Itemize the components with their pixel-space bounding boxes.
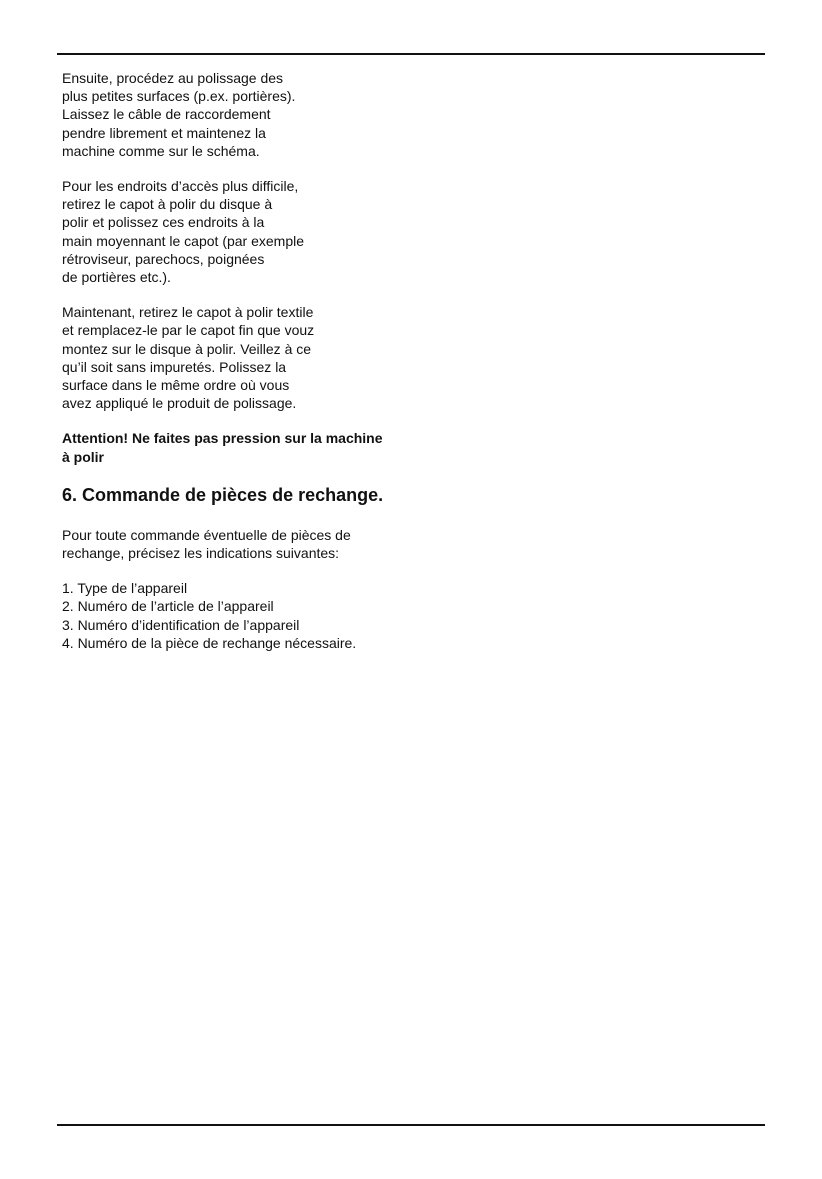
list-item: 4. Numéro de la pièce de rechange nécessaire. (62, 634, 357, 651)
paragraph-replace-cap (62, 303, 442, 412)
text-line: Ensuite, procédez au polissage des (62, 70, 284, 86)
text-line: Pour les endroits d’accès plus difficile, (62, 178, 299, 195)
text-line: à polir (62, 448, 105, 465)
text-line: Maintenant, retirez le capot à polir textile (62, 304, 314, 321)
text-line: rechange, précisez les indications suivantes: (62, 545, 340, 562)
text-line: Pour toute commande éventuelle de pièces de (62, 526, 351, 543)
text-line: avez appliqué le produit de polissage. (62, 395, 297, 412)
required-info-list (62, 579, 442, 652)
paragraph-polishing-small-surfaces (62, 69, 442, 160)
text-line: montez sur le disque à polir. Veillez à ce (62, 340, 312, 357)
text-line: pendre librement et maintenez la (62, 124, 266, 141)
page-content (62, 69, 442, 652)
text-line: plus petites surfaces (p.ex. portières). (62, 88, 296, 105)
text-line: Attention! Ne faites pas pression sur la machine (62, 430, 383, 447)
list-item: 1. Type de l’appareil (62, 580, 188, 597)
text-line: main moyennant le capot (par exemple (62, 232, 305, 249)
attention-warning (62, 429, 442, 465)
bottom-rule (57, 1124, 765, 1126)
list-item: 2. Numéro de l’article de l’appareil (62, 598, 274, 615)
section-intro (62, 526, 442, 562)
text-line: retirez le capot à polir du disque à (62, 196, 273, 213)
top-rule (57, 53, 765, 55)
text-line: polir et polissez ces endroits à la (62, 214, 265, 231)
section-heading: 6. Commande de pièces de rechange. (62, 484, 384, 505)
text-line: rétroviseur, parechocs, poignées (62, 250, 265, 267)
text-line: et remplacez-le par le capot fin que vouz (62, 322, 315, 339)
text-line: surface dans le même ordre où vous (62, 377, 290, 394)
text-line: machine comme sur le schéma. (62, 142, 260, 159)
text-line: Laissez le câble de raccordement (62, 106, 271, 123)
text-line: de portières etc.). (62, 269, 171, 286)
list-item: 3. Numéro d’identification de l’appareil (62, 616, 300, 633)
paragraph-difficult-areas (62, 177, 442, 286)
text-line: qu’il soit sans impuretés. Polissez la (62, 358, 287, 375)
